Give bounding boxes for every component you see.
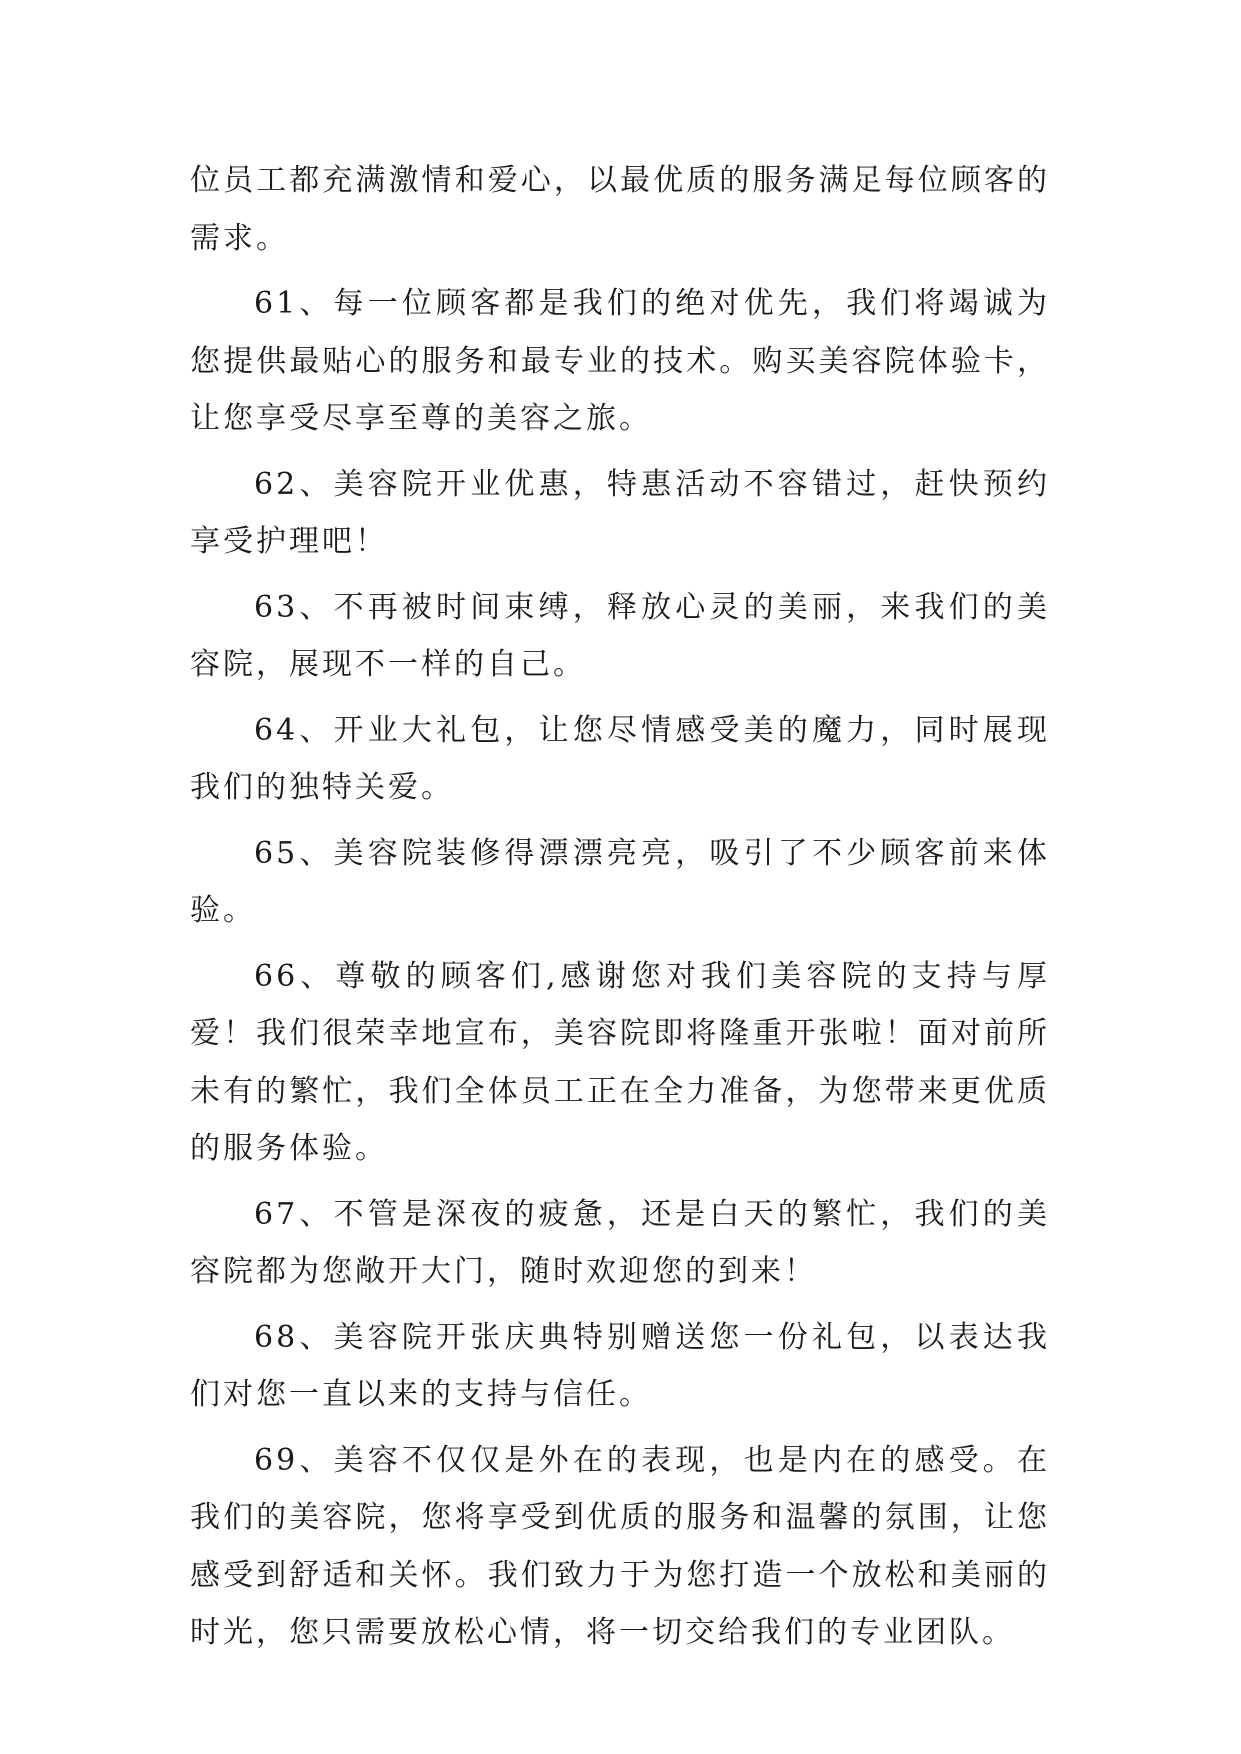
document-body: [190, 152, 1050, 1670]
paragraph-64: 64、开业大礼包，让您尽情感受美的魔力，同时展现我们的独特关爱。: [190, 712, 1050, 805]
paragraph-69: 69、美容不仅仅是外在的表现，也是内在的感受。在我们的美容院，您将享受到优质的服务和温馨的氛围，让您感受到舒适和关怀。我们致力于为您打造一个放松和美丽的时光，您只需要放松心情，将一切交给我们的专业团队。: [190, 1442, 1050, 1650]
paragraph-63: 63、不再被时间束缚，释放心灵的美丽，来我们的美容院，展现不一样的自己。: [190, 589, 1050, 682]
paragraph-60-continued: 位员工都充满激情和爱心，以最优质的服务满足每位顾客的需求。: [190, 163, 1050, 256]
paragraph-62: 62、美容院开业优惠，特惠活动不容错过，赶快预约享受护理吧！: [190, 466, 1050, 559]
paragraph-68: 68、美容院开张庆典特别赠送您一份礼包，以表达我们对您一直以来的支持与信任。: [190, 1319, 1050, 1412]
paragraph-65: 65、美容院装修得漂漂亮亮，吸引了不少顾客前来体验。: [190, 835, 1050, 928]
paragraph-66: 66、尊敬的顾客们,感谢您对我们美容院的支持与厚爱！我们很荣幸地宣布，美容院即将隆重开张啦！面对前所未有的繁忙，我们全体员工正在全力准备，为您带来更优质的服务体验。: [190, 958, 1050, 1166]
paragraph-67: 67、不管是深夜的疲惫，还是白天的繁忙，我们的美容院都为您敞开大门，随时欢迎您的到来！: [190, 1196, 1050, 1289]
paragraph-61: 61、每一位顾客都是我们的绝对优先，我们将竭诚为您提供最贴心的服务和最专业的技术。购买美容院体验卡，让您享受尽享至尊的美容之旅。: [190, 286, 1050, 436]
